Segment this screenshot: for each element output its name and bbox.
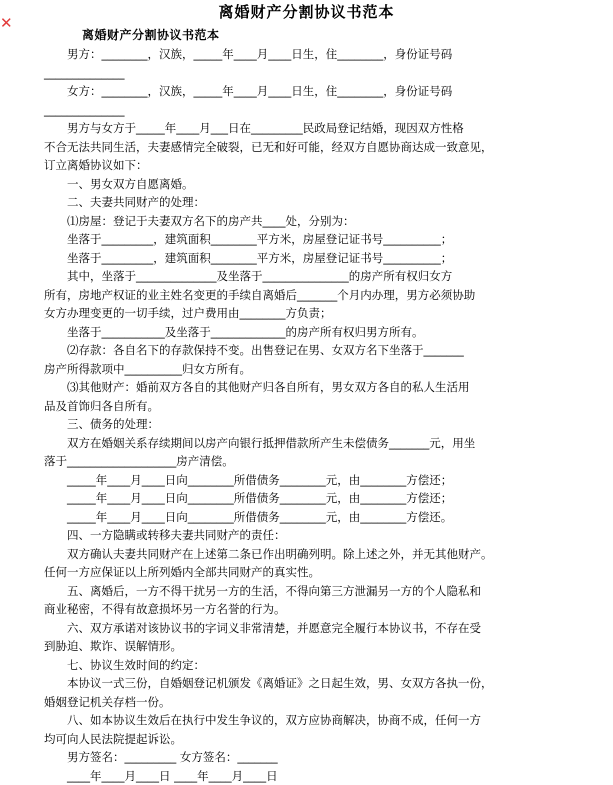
text-line: 三、债务的处理： [44,415,566,434]
text-line: 任何一方应保证以上所列婚内全部共同财产的真实性。 [44,563,566,582]
text-line: _____年____月____日向________所借债务________元，由________方偿还； [44,489,566,508]
document-subtitle: 离婚财产分割协议书范本 [82,26,566,45]
text-line: ⑴房屋：登记于夫妻双方名下的房产共____处，分别为： [44,212,566,231]
text-line: ⑵存款：各自名下的存款保持不变。出售登记在男、女双方名下坐落于_______ [44,341,566,360]
text-line: 其中，坐落于______________及坐落于_______________的房产所有权归女方 [44,267,566,286]
text-line: 七、协议生效时间的约定： [44,656,566,675]
text-line: ______________ [44,101,566,120]
text-line: 品及首饰归各自所有。 [44,397,566,416]
text-line: ⑶其他财产：婚前双方各自的其他财产归各自所有，男女双方各自的私人生活用 [44,378,566,397]
text-line: 二、夫妻共同财产的处理： [44,193,566,212]
text-line: 四、一方隐瞒或转移夫妻共同财产的责任： [44,526,566,545]
text-line: _____年____月____日向________所借债务________元，由________方偿还。 [44,508,566,527]
page-title: 离婚财产分割协议书范本 [0,1,613,22]
text-line: 商业秘密，不得有故意损坏另一方名誉的行为。 [44,600,566,619]
text-line: 坐落于_________，建筑面积________平方米，房屋登记证书号__________； [44,230,566,249]
text-line: 男方：________，汉族，_____年____月____日生，住________，身份证号码 [44,45,566,64]
text-line: 婚姻登记机关存档一份。 [44,693,566,712]
text-line: 本协议一式三份，自婚姻登记机颁发《离婚证》之日起生效，男、女双方各执一份， [44,674,566,693]
text-line: 坐落于_________，建筑面积________平方米，房屋登记证书号__________； [44,249,566,268]
text-line: 订立离婚协议如下： [44,156,566,175]
text-line: 男方签名：_________ 女方签名：_______ [44,748,566,767]
text-line: ____年____月____日 ____年____月____日 [44,767,566,785]
text-line: 男方与女方于_____年____月___日在_________民政局登记结婚，现因双方性格 [44,119,566,138]
text-line: 不合无法共同生活，夫妻感情完全破裂，已无和好可能，经双方自愿协商达成一致意见， [44,138,566,157]
text-line: 五、离婚后，一方不得干扰另一方的生活，不得向第三方泄漏另一方的个人隐私和 [44,582,566,601]
close-icon[interactable]: ✕ [0,16,13,30]
text-line: 双方确认夫妻共同财产在上述第二条已作出明确列明。除上述之外，并无其他财产。 [44,545,566,564]
text-line: 一、男女双方自愿离婚。 [44,175,566,194]
text-line: 八、如本协议生效后在执行中发生争议的，双方应协商解决，协商不成，任何一方 [44,711,566,730]
text-line: _____年____月____日向________所借债务________元，由________方偿还； [44,471,566,490]
text-line: 女方：________，汉族，_____年____月____日生，住________，身份证号码 [44,82,566,101]
text-line: 女方办理变更的一切手续，过户费用由________方负责； [44,304,566,323]
document-lines [44,45,566,785]
text-line: 六、双方承诺对该协议书的字词义非常清楚，并愿意完全履行本协议书，不存在受 [44,619,566,638]
text-line: 双方在婚姻关系存续期间以房产向银行抵押借款所产生未偿债务_______元，用坐 [44,434,566,453]
text-line: ______________ [44,64,566,83]
text-line: 到胁迫、欺诈、误解情形。 [44,637,566,656]
text-line: 均可向人民法院提起诉讼。 [44,730,566,749]
text-line: 所有，房地产权证的业主姓名变更的手续自离婚后_______个月内办理，男方必须协助 [44,286,566,305]
text-line: 房产所得款项中__________归女方所有。 [44,360,566,379]
document-body [44,26,566,785]
text-line: 落于___________________房产清偿。 [44,452,566,471]
text-line: 坐落于___________及坐落于_____________的房产所有权归男方所有。 [44,323,566,342]
